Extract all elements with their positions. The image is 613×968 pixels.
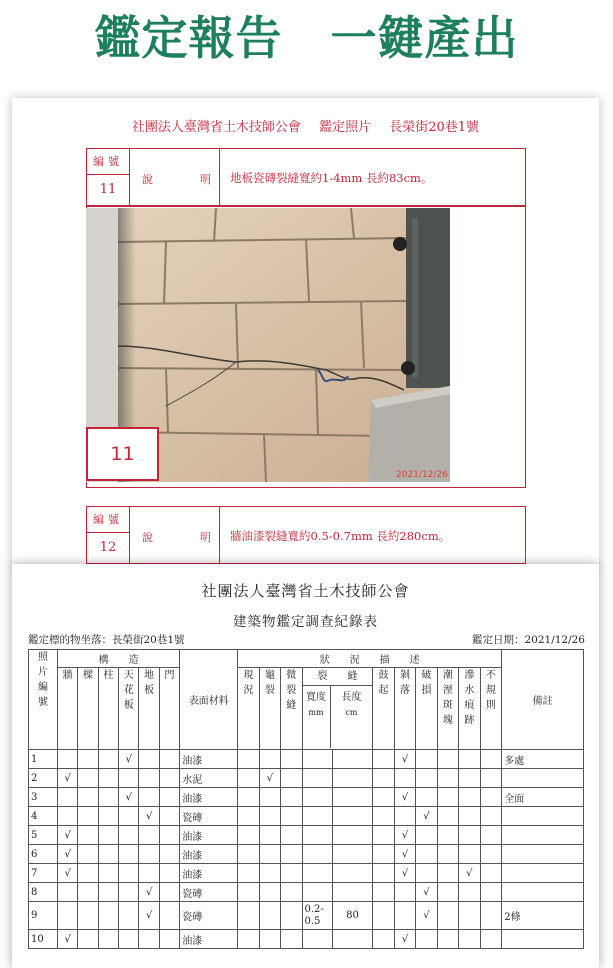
header-crack: 裂 縫 <box>303 668 373 686</box>
row-remark <box>502 826 584 845</box>
row-photo-no: 10 <box>29 930 58 949</box>
row-photo-no: 7 <box>29 864 58 883</box>
row-floor <box>139 769 159 788</box>
row-peel: √ <box>394 930 415 949</box>
header-length-unit: cm <box>345 708 358 717</box>
row-micro-crack <box>281 769 302 788</box>
row-irregular <box>480 769 502 788</box>
row-width <box>302 930 332 949</box>
table-row <box>29 788 584 807</box>
row-cracking <box>259 750 280 769</box>
header-surface: 表面材料 <box>180 650 238 750</box>
row-damp <box>437 769 458 788</box>
headline-left: 鑑定報告 <box>94 11 283 65</box>
row-length <box>332 864 373 883</box>
row-width <box>302 883 332 902</box>
row-peel <box>394 883 415 902</box>
header-width: 寬度 <box>306 692 327 703</box>
row-damage <box>416 750 437 769</box>
row-column <box>98 864 118 883</box>
row-width <box>302 807 332 826</box>
header-wall: 牆 <box>57 668 77 750</box>
row-status <box>238 788 259 807</box>
row-damp <box>437 902 458 930</box>
row-beam <box>78 864 98 883</box>
row-seepage <box>459 807 480 826</box>
row-bulge <box>373 807 394 826</box>
row-material: 水泥 <box>180 769 238 788</box>
row-wall: √ <box>57 826 77 845</box>
table-row <box>29 864 584 883</box>
row-micro-crack <box>281 750 302 769</box>
row-beam <box>78 883 98 902</box>
row-seepage <box>459 930 480 949</box>
row-bulge <box>373 769 394 788</box>
row-cracking <box>259 902 280 930</box>
row-peel: √ <box>394 750 415 769</box>
row-damage <box>416 788 437 807</box>
photo-date-stamp: 2021/12/26 <box>396 470 448 480</box>
row-floor <box>139 845 159 864</box>
row-seepage <box>459 883 480 902</box>
header-photo-no: 照 片 編 號 <box>29 650 58 750</box>
row-status <box>238 845 259 864</box>
row-beam <box>78 826 98 845</box>
row-cracking <box>259 845 280 864</box>
row-cracking <box>259 788 280 807</box>
row-cracking: √ <box>259 769 280 788</box>
row-photo-no: 6 <box>29 845 58 864</box>
row-width <box>302 845 332 864</box>
row-micro-crack <box>281 883 302 902</box>
row-beam <box>78 750 98 769</box>
caption-desc-label: 說 明 <box>130 149 220 205</box>
row-damp <box>437 826 458 845</box>
row-bulge <box>373 864 394 883</box>
row-cracking <box>259 864 280 883</box>
row-remark <box>502 807 584 826</box>
row-door <box>159 750 179 769</box>
header-column: 柱 <box>98 668 118 750</box>
row-door <box>159 769 179 788</box>
row-ceiling <box>119 769 139 788</box>
row-status <box>238 826 259 845</box>
row-micro-crack <box>281 845 302 864</box>
row-door <box>159 883 179 902</box>
header-structure: 構 造 <box>57 650 179 668</box>
row-length <box>332 930 373 949</box>
table-row <box>29 826 584 845</box>
row-cracking <box>259 883 280 902</box>
record-table <box>28 649 584 949</box>
row-width <box>302 769 332 788</box>
row-wall <box>57 902 77 930</box>
row-material: 油漆 <box>180 845 238 864</box>
row-irregular <box>480 883 502 902</box>
header-floor: 地 板 <box>139 668 159 750</box>
row-status <box>238 750 259 769</box>
row-remark <box>502 769 584 788</box>
table-row <box>29 845 584 864</box>
row-irregular <box>480 807 502 826</box>
row-door <box>159 902 179 930</box>
photo-caption-11 <box>86 148 526 206</box>
row-seepage: √ <box>459 864 480 883</box>
row-door <box>159 864 179 883</box>
row-length <box>332 807 373 826</box>
row-ceiling <box>119 807 139 826</box>
row-photo-no: 4 <box>29 807 58 826</box>
row-ceiling <box>119 902 139 930</box>
row-material: 油漆 <box>180 826 238 845</box>
row-damage: √ <box>416 883 437 902</box>
row-damp <box>437 845 458 864</box>
row-micro-crack <box>281 864 302 883</box>
row-length <box>332 845 373 864</box>
row-beam <box>78 930 98 949</box>
row-damage <box>416 930 437 949</box>
caption-number-cell <box>87 507 130 563</box>
caption-desc-text: 地板瓷磚裂縫寬約1-4mm 長約83cm。 <box>230 171 433 185</box>
row-micro-crack <box>281 930 302 949</box>
row-column <box>98 807 118 826</box>
caption-number-value: 11 <box>99 182 117 197</box>
row-irregular <box>480 864 502 883</box>
header-seepage: 滲 水 痕 跡 <box>459 668 480 750</box>
header-peel: 剝 落 <box>394 668 415 750</box>
table-row <box>29 902 584 930</box>
header-remark: 備註 <box>502 650 584 750</box>
row-micro-crack <box>281 826 302 845</box>
row-beam <box>78 902 98 930</box>
row-floor <box>139 750 159 769</box>
row-remark <box>502 864 584 883</box>
row-width: 0.2- 0.5 <box>302 902 332 930</box>
header-condition: 狀 況 描 述 <box>238 650 502 668</box>
record-org: 社團法人臺灣省土木技師公會 <box>201 582 410 600</box>
row-material: 油漆 <box>180 750 238 769</box>
row-irregular <box>480 788 502 807</box>
row-cracking <box>259 930 280 949</box>
header-irregular: 不 規 則 <box>480 668 502 750</box>
row-damp <box>437 750 458 769</box>
row-peel: √ <box>394 788 415 807</box>
row-damp <box>437 788 458 807</box>
row-seepage <box>459 845 480 864</box>
row-remark: 全面 <box>502 788 584 807</box>
row-bulge <box>373 788 394 807</box>
header-length: 長度 <box>341 692 362 703</box>
header-damage: 破 損 <box>416 668 437 750</box>
row-peel <box>394 902 415 930</box>
row-micro-crack <box>281 788 302 807</box>
row-floor <box>139 826 159 845</box>
row-wall: √ <box>57 845 77 864</box>
header-width-unit: mm <box>308 708 324 717</box>
header-ceiling: 天 花 板 <box>119 668 139 750</box>
row-bulge <box>373 883 394 902</box>
table-row <box>29 769 584 788</box>
row-column <box>98 769 118 788</box>
row-irregular <box>480 902 502 930</box>
photo-report-sheet <box>12 98 599 568</box>
row-cracking <box>259 826 280 845</box>
row-damp <box>437 930 458 949</box>
header-bulge: 鼓 起 <box>373 668 394 750</box>
row-material: 油漆 <box>180 930 238 949</box>
row-photo-no: 5 <box>29 826 58 845</box>
row-peel <box>394 807 415 826</box>
row-wall <box>57 883 77 902</box>
photo-number-badge: 11 <box>86 427 159 481</box>
header-beam: 樑 <box>78 668 98 750</box>
row-peel: √ <box>394 864 415 883</box>
row-material: 油漆 <box>180 788 238 807</box>
row-width <box>302 750 332 769</box>
row-column <box>98 826 118 845</box>
row-remark <box>502 883 584 902</box>
row-door <box>159 807 179 826</box>
row-floor <box>139 864 159 883</box>
row-column <box>98 902 118 930</box>
table-row <box>29 930 584 949</box>
row-material: 瓷磚 <box>180 807 238 826</box>
row-micro-crack <box>281 807 302 826</box>
row-door <box>159 826 179 845</box>
row-irregular <box>480 845 502 864</box>
row-bulge <box>373 845 394 864</box>
row-damage: √ <box>416 902 437 930</box>
headline <box>0 0 613 70</box>
row-bulge <box>373 750 394 769</box>
row-beam <box>78 807 98 826</box>
row-length <box>332 750 373 769</box>
row-column <box>98 930 118 949</box>
row-photo-no: 2 <box>29 769 58 788</box>
row-micro-crack <box>281 902 302 930</box>
row-length <box>332 826 373 845</box>
row-photo-no: 9 <box>29 902 58 930</box>
caption-number-label: 編號 <box>87 507 129 533</box>
row-cracking <box>259 807 280 826</box>
record-date: 鑑定日期：2021/12/26 <box>471 634 585 646</box>
row-width <box>302 788 332 807</box>
row-damage <box>416 826 437 845</box>
row-wall <box>57 807 77 826</box>
row-width <box>302 864 332 883</box>
header-cracking: 龜 裂 <box>259 668 280 750</box>
row-damage <box>416 864 437 883</box>
row-seepage <box>459 902 480 930</box>
row-seepage <box>459 750 480 769</box>
row-beam <box>78 769 98 788</box>
row-wall <box>57 788 77 807</box>
row-bulge <box>373 930 394 949</box>
record-title: 建築物鑑定調查紀錄表 <box>233 614 378 630</box>
row-ceiling <box>119 883 139 902</box>
row-status <box>238 864 259 883</box>
row-remark: 多處 <box>502 750 584 769</box>
row-bulge <box>373 902 394 930</box>
header-status: 現 況 <box>238 668 259 750</box>
row-ceiling <box>119 826 139 845</box>
row-status <box>238 930 259 949</box>
row-floor: √ <box>139 807 159 826</box>
row-length <box>332 883 373 902</box>
row-damp <box>437 864 458 883</box>
header-door: 門 <box>159 668 179 750</box>
row-damage: √ <box>416 807 437 826</box>
row-column <box>98 788 118 807</box>
row-status <box>238 902 259 930</box>
caption-number-label: 編號 <box>87 149 129 175</box>
row-material: 油漆 <box>180 864 238 883</box>
row-floor <box>139 788 159 807</box>
row-photo-no: 3 <box>29 788 58 807</box>
row-column <box>98 883 118 902</box>
row-status <box>238 883 259 902</box>
row-floor: √ <box>139 883 159 902</box>
row-beam <box>78 845 98 864</box>
row-photo-no: 8 <box>29 883 58 902</box>
row-floor: √ <box>139 902 159 930</box>
row-ceiling: √ <box>119 750 139 769</box>
row-door <box>159 788 179 807</box>
photo-caption-12 <box>86 506 526 564</box>
row-irregular <box>480 826 502 845</box>
row-damage <box>416 845 437 864</box>
caption-number-value: 12 <box>99 540 117 555</box>
photo-report-title <box>12 116 599 135</box>
row-photo-no: 1 <box>29 750 58 769</box>
row-wall: √ <box>57 930 77 949</box>
table-row <box>29 883 584 902</box>
row-length <box>332 769 373 788</box>
row-width <box>302 826 332 845</box>
row-material: 瓷磚 <box>180 902 238 930</box>
headline-right: 一鍵產出 <box>330 11 519 65</box>
row-length: 80 <box>332 902 373 930</box>
row-ceiling <box>119 864 139 883</box>
row-irregular <box>480 930 502 949</box>
row-damage <box>416 769 437 788</box>
row-door <box>159 845 179 864</box>
row-bulge <box>373 826 394 845</box>
row-ceiling <box>119 845 139 864</box>
row-irregular <box>480 750 502 769</box>
row-status <box>238 769 259 788</box>
row-wall: √ <box>57 864 77 883</box>
row-column <box>98 845 118 864</box>
row-material: 瓷磚 <box>180 883 238 902</box>
header-micro-crack: 微 裂 縫 <box>281 668 302 750</box>
row-column <box>98 750 118 769</box>
row-seepage <box>459 769 480 788</box>
row-seepage <box>459 826 480 845</box>
row-length <box>332 788 373 807</box>
row-peel: √ <box>394 845 415 864</box>
survey-record-sheet <box>12 564 599 968</box>
row-ceiling: √ <box>119 788 139 807</box>
row-damp <box>437 883 458 902</box>
row-status <box>238 807 259 826</box>
table-row <box>29 750 584 769</box>
caption-desc-text: 牆油漆裂縫寬約0.5-0.7mm 長約280cm。 <box>230 529 451 543</box>
row-beam <box>78 788 98 807</box>
caption-desc-label: 說 明 <box>130 507 220 563</box>
row-remark <box>502 930 584 949</box>
photo-report-doc: 鑑定照片 <box>319 120 372 135</box>
row-door <box>159 930 179 949</box>
record-location: 鑑定標的物坐落：長榮街20巷1號 <box>28 634 185 646</box>
row-damp <box>437 807 458 826</box>
header-damp: 潮 溼 斑 塊 <box>437 668 458 750</box>
table-row <box>29 807 584 826</box>
photo-report-org: 社團法人臺灣省土木技師公會 <box>131 120 301 135</box>
row-ceiling <box>119 930 139 949</box>
row-peel: √ <box>394 826 415 845</box>
row-seepage <box>459 788 480 807</box>
header-crack-group <box>302 668 373 750</box>
row-remark <box>502 845 584 864</box>
caption-number-cell <box>87 149 130 205</box>
row-peel <box>394 769 415 788</box>
row-wall: √ <box>57 769 77 788</box>
row-wall <box>57 750 77 769</box>
row-floor <box>139 930 159 949</box>
photo-report-address: 長榮街20巷1號 <box>389 120 480 135</box>
row-remark: 2條 <box>502 902 584 930</box>
